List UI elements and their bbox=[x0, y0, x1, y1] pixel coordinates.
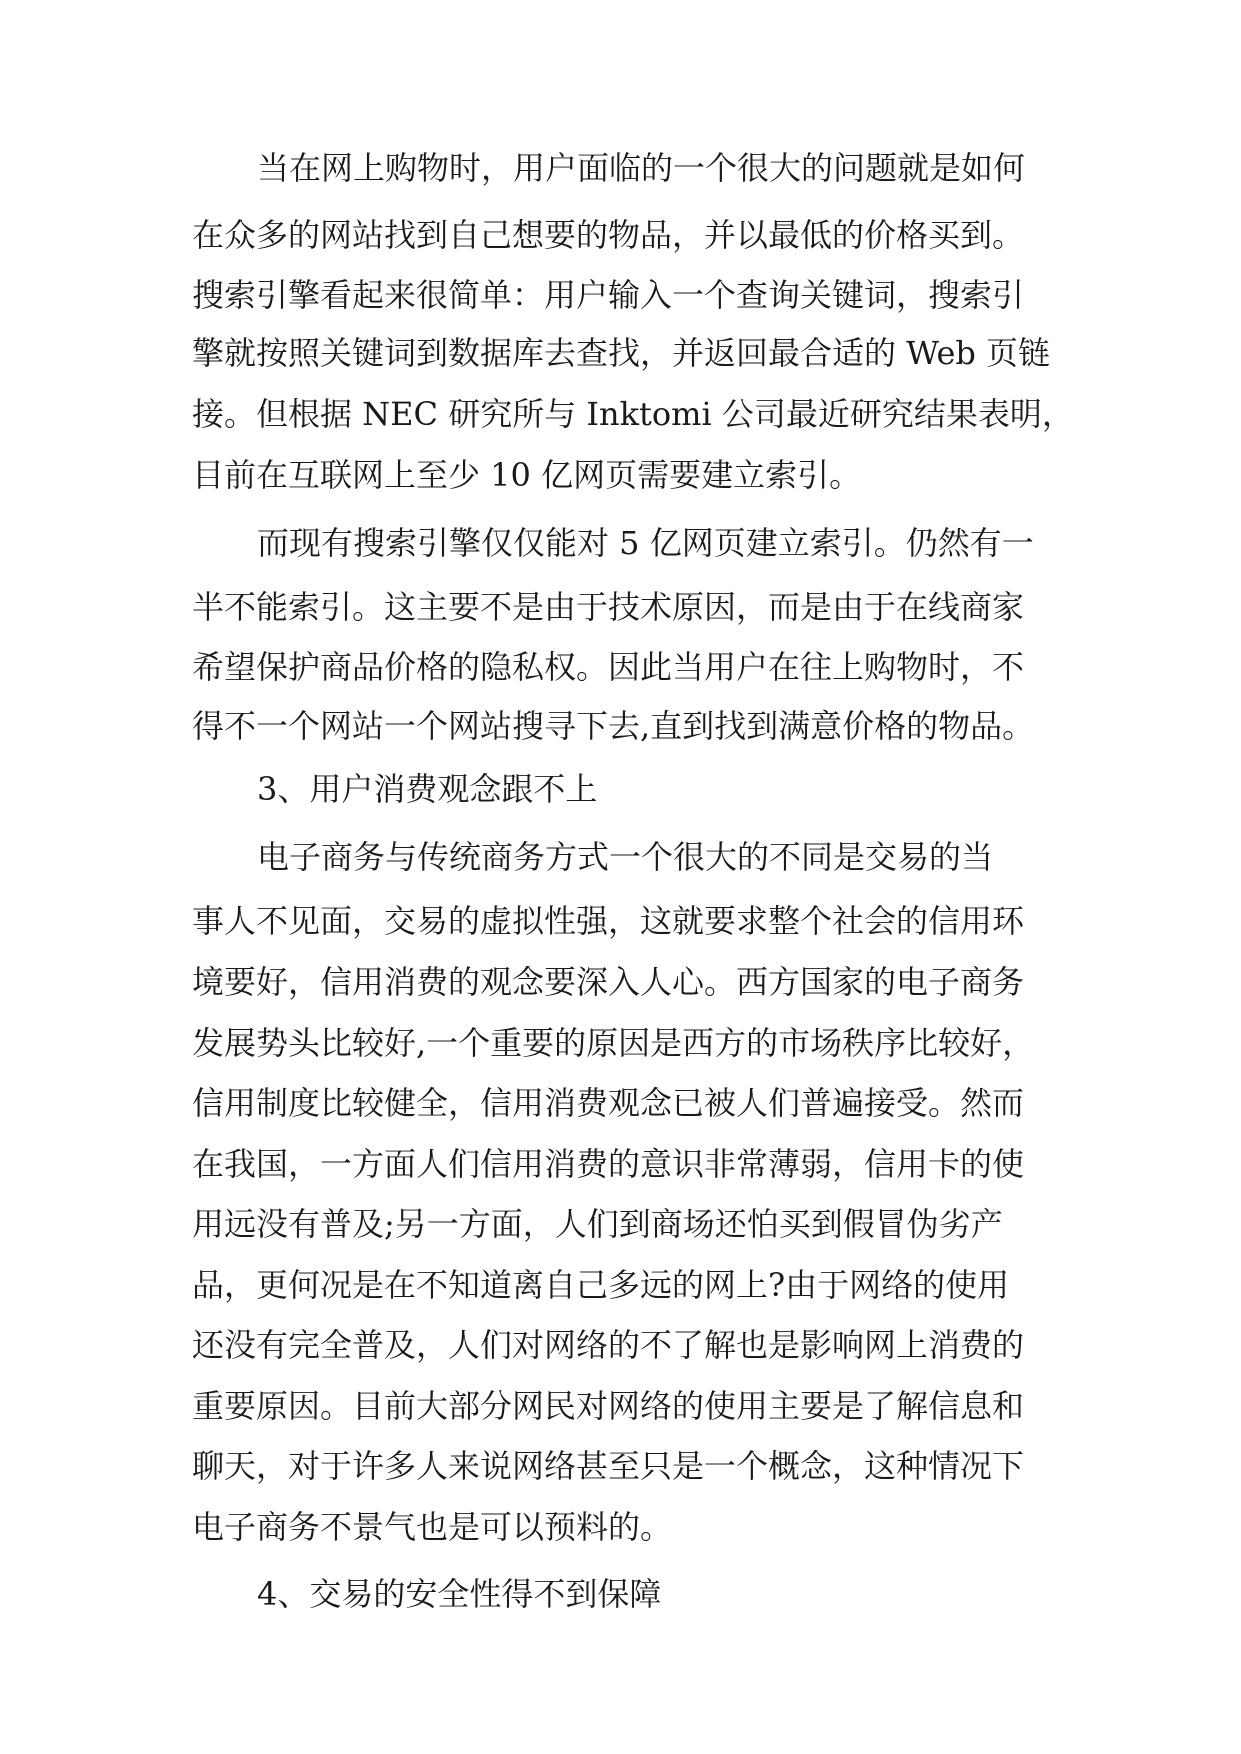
section-heading-4: 4、交易的安全性得不到保障 bbox=[257, 1575, 662, 1613]
paragraph-3-line-11: 聊天，对于许多人来说网络甚至只是一个概念，这种情况下 bbox=[192, 1447, 1025, 1485]
paragraph-2-line-4: 得不一个网站一个网站搜寻下去,直到找到满意价格的物品。 bbox=[192, 707, 1035, 745]
paragraph-3-line-12: 电子商务不景气也是可以预料的。 bbox=[192, 1508, 673, 1546]
paragraph-3-line-7: 用远没有普及;另一方面，人们到商场还怕买到假冒伪劣产 bbox=[192, 1205, 1003, 1243]
paragraph-3-line-4: 发展势头比较好,一个重要的原因是西方的市场秩序比较好， bbox=[192, 1024, 1035, 1062]
paragraph-3-line-5: 信用制度比较健全，信用消费观念已被人们普遍接受。然而 bbox=[192, 1084, 1025, 1122]
paragraph-1-line-2: 在众多的网站找到自己想要的物品，并以最低的价格买到。 bbox=[192, 216, 1025, 254]
paragraph-1-line-6: 目前在互联网上至少 10 亿网页需要建立索引。 bbox=[192, 456, 862, 494]
paragraph-2-line-1: 而现有搜索引擎仅仅能对 5 亿网页建立索引。仍然有一 bbox=[257, 524, 1034, 562]
paragraph-3-line-3: 境要好，信用消费的观念要深入人心。西方国家的电子商务 bbox=[192, 963, 1025, 1001]
paragraph-1-line-4: 擎就按照关键词到数据库去查找，并返回最合适的 Web 页链 bbox=[192, 334, 1051, 372]
paragraph-3-line-10: 重要原因。目前大部分网民对网络的使用主要是了解信息和 bbox=[192, 1387, 1025, 1425]
paragraph-1-line-5: 接。但根据 NEC 研究所与 Inktomi 公司最近研究结果表明， bbox=[192, 395, 1074, 433]
paragraph-1-line-1: 当在网上购物时，用户面临的一个很大的问题就是如何 bbox=[257, 149, 1026, 187]
paragraph-2-line-2: 半不能索引。这主要不是由于技术原因，而是由于在线商家 bbox=[192, 588, 1025, 626]
paragraph-3-line-8: 品，更何况是在不知道离自己多远的网上?由于网络的使用 bbox=[192, 1266, 1010, 1304]
paragraph-3-line-6: 在我国，一方面人们信用消费的意识非常薄弱，信用卡的使 bbox=[192, 1145, 1025, 1183]
paragraph-3-line-9: 还没有完全普及，人们对网络的不了解也是影响网上消费的 bbox=[192, 1326, 1025, 1364]
paragraph-2-line-3: 希望保护商品价格的隐私权。因此当用户在往上购物时，不 bbox=[192, 648, 1025, 686]
paragraph-1-line-3: 搜索引擎看起来很简单：用户输入一个查询关键词，搜索引 bbox=[192, 276, 1025, 314]
section-heading-3: 3、用户消费观念跟不上 bbox=[257, 770, 598, 808]
paragraph-3-line-2: 事人不见面，交易的虚拟性强，这就要求整个社会的信用环 bbox=[192, 902, 1025, 940]
paragraph-3-line-1: 电子商务与传统商务方式一个很大的不同是交易的当 bbox=[257, 838, 994, 876]
